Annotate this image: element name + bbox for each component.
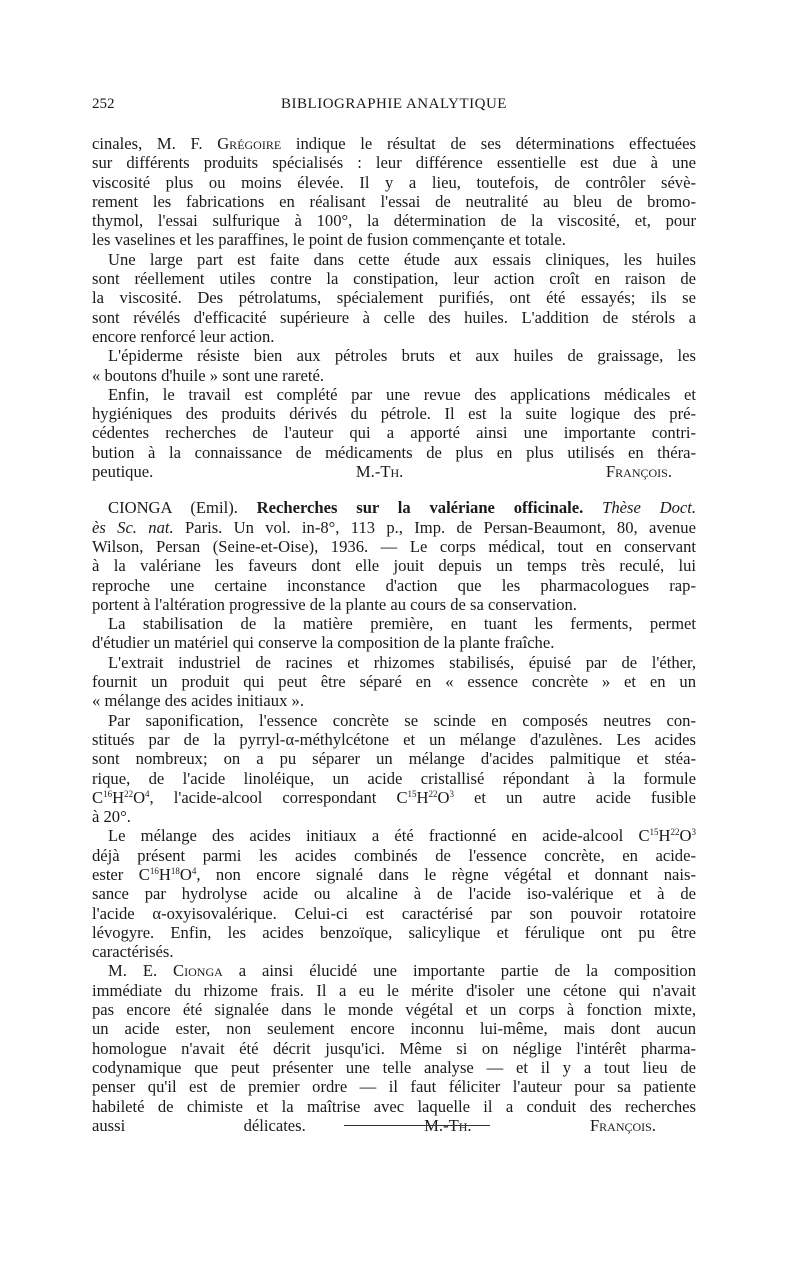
text-line: La stabilisation de la matière première, en tuant les ferments, permet: [108, 614, 696, 634]
text-line: la viscosité. Des pétrolatums, spécialement purifiés, ont été essayés; ils se: [92, 288, 696, 308]
text-line: L'épiderme résiste bien aux pétroles bruts et aux huiles de graissage, les: [108, 346, 696, 366]
formula-text-end: et un autre acide fusible: [453, 787, 696, 807]
reviewer-signature: M.-Th. François.: [355, 462, 672, 482]
formula-line: [92, 788, 696, 807]
text-line: caractérisés.: [92, 942, 174, 962]
text-line: sont nombreux; on a pu séparer un mélange d'acides palmitique et stéa-: [92, 749, 696, 769]
text-line: ester $C^{16}H^{18}O^4$, non encore signalé dans le règne végétal et donnant nais-: [92, 864, 696, 884]
running-header: [92, 96, 696, 118]
text-line: sur différents produits spécialisés : leur différence essentielle est due à une: [92, 153, 696, 173]
thesis-rest: ès Sc. nat.: [92, 517, 174, 537]
running-title: BIBLIOGRAPHIE ANALYTIQUE: [281, 96, 507, 112]
text-line: L'extrait industriel de racines et rhizomes stabilisés, épuisé par de l'éther,: [108, 652, 696, 672]
review-continuation: [92, 134, 696, 462]
text-line: hygiéniques des produits dérivés du pétrole. Il est la suite logique des pré-: [92, 404, 696, 424]
person-name: Grégoire: [217, 134, 282, 153]
review-body-c: [92, 981, 696, 1116]
work-title: Recherches sur la valériane officinale.: [256, 498, 584, 518]
text-line: Enfin, le travail est complété par une revue des applications médicales et: [108, 384, 696, 404]
thesis-first: Thèse Doct.: [602, 498, 696, 518]
text-line: codynamique que peut présenter une telle analyse — et il y a tout lieu de: [92, 1057, 696, 1077]
publication-details: Paris. Un vol. in-8°, 113 p., Imp. de Persan-Beaumont, 80, avenue: [184, 517, 696, 537]
text-line: sont réellement utiles contre la constipation, leur action croît en raison de: [92, 269, 696, 289]
reviewer-signature: M.-Th. François.: [424, 1115, 656, 1135]
text-line: cinales, M. F. Grégoire indique le résultat de ses déterminations effectuées: [92, 134, 696, 153]
text-line: un acide ester, non seulement encore inconnu lui-même, mais dont aucun: [92, 1019, 696, 1039]
text-line: « mélange des acides initiaux ».: [92, 691, 304, 711]
text-line: lévogyre. Enfin, les acides benzoïque, salicylique et férulique ont pu être: [92, 922, 696, 942]
text-line: Wilson, Persan (Seine-et-Oise), 1936. — Le corps médical, tout en conservant: [92, 536, 696, 556]
text-line: sont révélés d'efficacité supérieure à celle des huiles. L'addition de stérols a: [92, 307, 696, 327]
text-line: fournit un produit qui peut être séparé en « essence concrète » et en un: [92, 672, 696, 692]
text-line: les vaselines et les paraffines, le point de fusion commençante et totale.: [92, 230, 566, 250]
text-line: habileté de chimiste et la maîtrise avec laquelle il a conduit des recherches: [92, 1096, 696, 1116]
page-number: 252: [92, 96, 115, 112]
signature-line: [92, 462, 696, 481]
text-line: à la valériane les faveurs dont elle jouit depuis un temps très reculé, lui: [92, 556, 696, 576]
author-name: CIONGA (Emil).: [108, 498, 238, 518]
text-line: d'étudier un matériel qui conserve la composition de la plante fraîche.: [92, 633, 555, 653]
text-line: viscosité plus ou moins élevée. Il y a lieu, toutefois, de contrôler sévè-: [92, 172, 696, 192]
line-end-word: aussi délicates.: [92, 1115, 306, 1135]
text-line: Une large part est faite dans cette étude aux essais cliniques, les huiles: [108, 249, 696, 269]
review-body-b: [92, 884, 696, 961]
text-line: sance par hydrolyse acide ou alcaline à de l'acide iso-valérique et à de: [92, 884, 696, 904]
text-line: rement les fabrications en réalisant l'essai de neutralité au bleu de bromo-: [92, 191, 696, 211]
page-body: [92, 134, 696, 1135]
citation-line-2: [92, 518, 696, 537]
formula-a: $C^{16}H^{22}O^4$: [92, 787, 150, 807]
text-line: l'acide α-oxyisovalérique. Celui-ci est caractérisé par son pouvoir rotatoire: [92, 903, 696, 923]
text-line: Par saponification, l'essence concrète se scinde en composés neutres con-: [108, 710, 696, 730]
text-line: cédentes recherches de l'auteur qui a apporté ainsi une importante contri-: [92, 423, 696, 443]
text-line: rique, de l'acide linoléique, un acide cristallisé répondant à la formule: [92, 768, 696, 788]
formula-text: , l'acide-alcool correspondant: [149, 787, 397, 807]
text-line: M. E. Cionga a ainsi élucidé une importante partie de la composition: [108, 961, 696, 981]
text-line: pas encore été signalée dans le monde végétal et un corps à fonction mixte,: [92, 1000, 696, 1020]
text-line: homologue n'avait été décrit jusqu'ici. Même si on néglige l'intérêt pharma-: [92, 1038, 696, 1058]
text-line: stitués par de la pyrryl-α-méthylcétone et un mélange d'azulènes. Les acides: [92, 729, 696, 749]
text-line: immédiate du rhizome frais. Il a eu le mérite d'isoler une cétone qui n'avait: [92, 980, 696, 1000]
text-line: encore renforcé leur action.: [92, 326, 275, 346]
text-line: thymol, l'essai sulfurique à 100°, la détermination de la viscosité, et, pour: [92, 211, 696, 231]
text-line: à 20°.: [92, 807, 131, 827]
text-line: reproche une certaine inconstance d'action que les pharmacologues rap-: [92, 575, 696, 595]
text-line: portent à l'altération progressive de la plante au cours de sa conservation.: [92, 594, 577, 614]
citation-line: [92, 498, 696, 517]
line-end-word: peutique.: [92, 462, 154, 482]
review-body-a: [92, 537, 696, 788]
text-line: déjà présent parmi les acides combinés de l'essence concrète, en acide-: [92, 845, 696, 865]
text-line: « boutons d'huile » sont une rareté.: [92, 365, 325, 385]
formula-b: $C^{15}H^{22}O^3$: [396, 787, 454, 807]
section-divider: [344, 1125, 490, 1126]
text-line: Le mélange des acides initiaux a été fractionné en acide-alcool $C^{15}H^{22}O^3$: [108, 826, 696, 846]
text-line: bution à la connaissance de médicaments de plus en plus utilisés en théra-: [92, 442, 696, 462]
text-line: penser qu'il est de premier ordre — il faut féliciter l'auteur pour sa patiente: [92, 1077, 696, 1097]
